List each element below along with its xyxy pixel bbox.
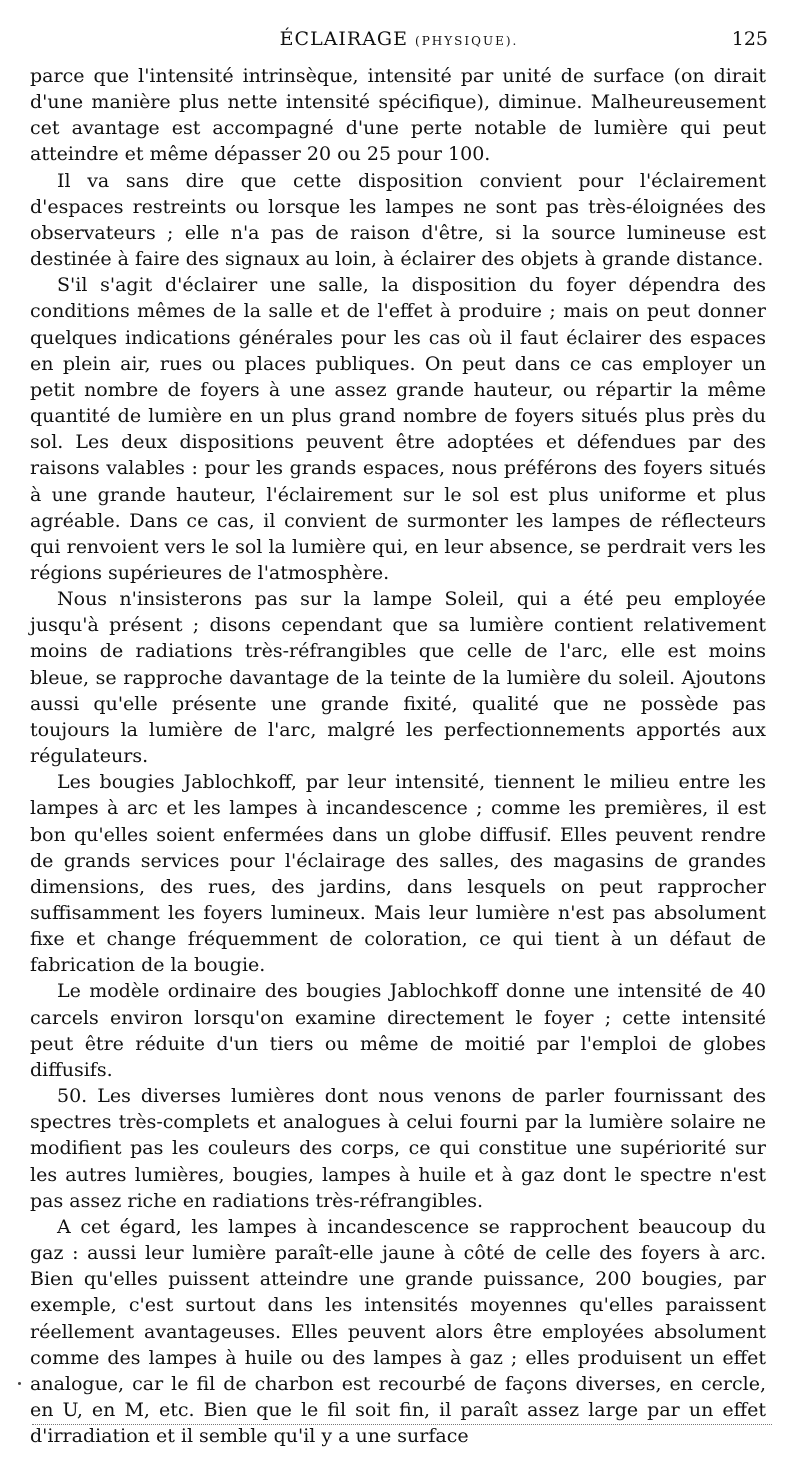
paragraph: A cet égard, les lampes à incandescence se rapprochent beaucoup du gaz : aussi leur lumière paraît-elle jaune à côté de celle des foyers à arc. Bien qu'elles puissent atteindre une grande puissance, 200 bougies, par exemple, c'est surtout dans les intensités moyennes qu'elles paraissent réellement avantageuses. Elles peuvent alors être employées absolument comme des lampes à huile ou des lampes à gaz ; elles produisent un effet analogue, car le fil de charbon est recourbé de façons diverses, en cercle, en U, en M, etc. Bien que le fil soit fin, il paraît assez large par un effet d'irradiation et il semble qu'il y a une surface <box>30 1215 766 1448</box>
paragraph: Nous n'insisterons pas sur la lampe Soleil, qui a été peu employée jusqu'à présent ; disons cependant que sa lumière contient relativement moins de radiations très-réfrangibles que celle de l'arc, elle est moins bleue, se rapproche davantage de la teinte de la lumière du soleil. Ajoutons aussi qu'elle présente une grande fixité, qualité que ne possède pas toujours la lumière de l'arc, malgré les perfectionnements apportés aux régulateurs. <box>30 588 766 768</box>
page-header <box>30 28 768 58</box>
paragraph: Les bougies Jablochkoff, par leur intensité, tiennent le milieu entre les lampes à arc et les lampes à incandescence ; comme les premières, il est bon qu'elles soient enfermées dans un globe diffusif. Elles peuvent rendre de grands services pour l'éclairage des salles, des magasins de grandes dimensions, des rues, des jardins, dans lesquels on peut rapprocher suffisamment les foyers lumineux. Mais leur lumière n'est pas absolument fixe et change fréquemment de coloration, ce qui tient à un défaut de fabrication de la bougie. <box>30 771 766 977</box>
print-speck <box>18 1382 21 1385</box>
page-number: 125 <box>731 28 768 50</box>
footer-dotted-rule <box>32 1418 772 1425</box>
paragraph: 50. Les diverses lumières dont nous venons de parler fournissant des spectres très-complets et analogues à celui fourni par la lumière solaire ne modifient pas les couleurs des corps, ce qui constitue une supériorité sur les autres lumières, bougies, lampes à huile et à gaz dont le spectre n'est pas assez riche en radiations très-réfrangibles. <box>30 1085 766 1212</box>
paragraph: S'il s'agit d'éclairer une salle, la disposition du foyer dépendra des conditions mêmes de la salle et de l'effet à produire ; mais on peut donner quelques indications générales pour les cas où il faut éclairer des espaces en plein air, rues ou places publiques. On peut dans ce cas employer un petit nombre de foyers à une assez grande hauteur, ou répartir la même quantité de lumière en un plus grand nombre de foyers situés plus près du sol. Les deux dispositions peuvent être adoptées et défendues par des raisons valables : pour les grands espaces, nous préférons des foyers situés à une grande hauteur, l'éclairement sur le sol est plus uniforme et plus agréable. Dans ce cas, il convient de surmonter les lampes de réflecteurs qui renvoient vers le sol la lumière qui, en leur absence, se perdrait vers les régions supérieures de l'atmosphère. <box>30 274 766 584</box>
running-title <box>30 28 768 50</box>
header-subtitle: (PHYSIQUE). <box>415 34 519 48</box>
body-text <box>30 63 766 1449</box>
paragraph: Il va sans dire que cette disposition convient pour l'éclairement d'espaces restreints ou lorsque les lampes ne sont pas très-éloignées des observateurs ; elle n'a pas de raison d'être, si la source lumineuse est destinée à faire des signaux au loin, à éclairer des objets à grande distance. <box>30 169 766 271</box>
paragraph: parce que l'intensité intrinsèque, intensité par unité de surface (on dirait d'une manière plus nette intensité spécifique), diminue. Malheureusement cet avantage est accompagné d'une perte notable de lumière qui peut atteindre et même dépasser 20 ou 25 pour 100. <box>30 65 766 166</box>
header-title: ÉCLAIRAGE <box>279 28 408 50</box>
paragraph: Le modèle ordinaire des bougies Jablochkoff donne une intensité de 40 carcels environ lorsqu'on examine directement le foyer ; cette intensité peut être réduite d'un tiers ou même de moitié par l'emploi de globes diffusifs. <box>30 980 766 1081</box>
